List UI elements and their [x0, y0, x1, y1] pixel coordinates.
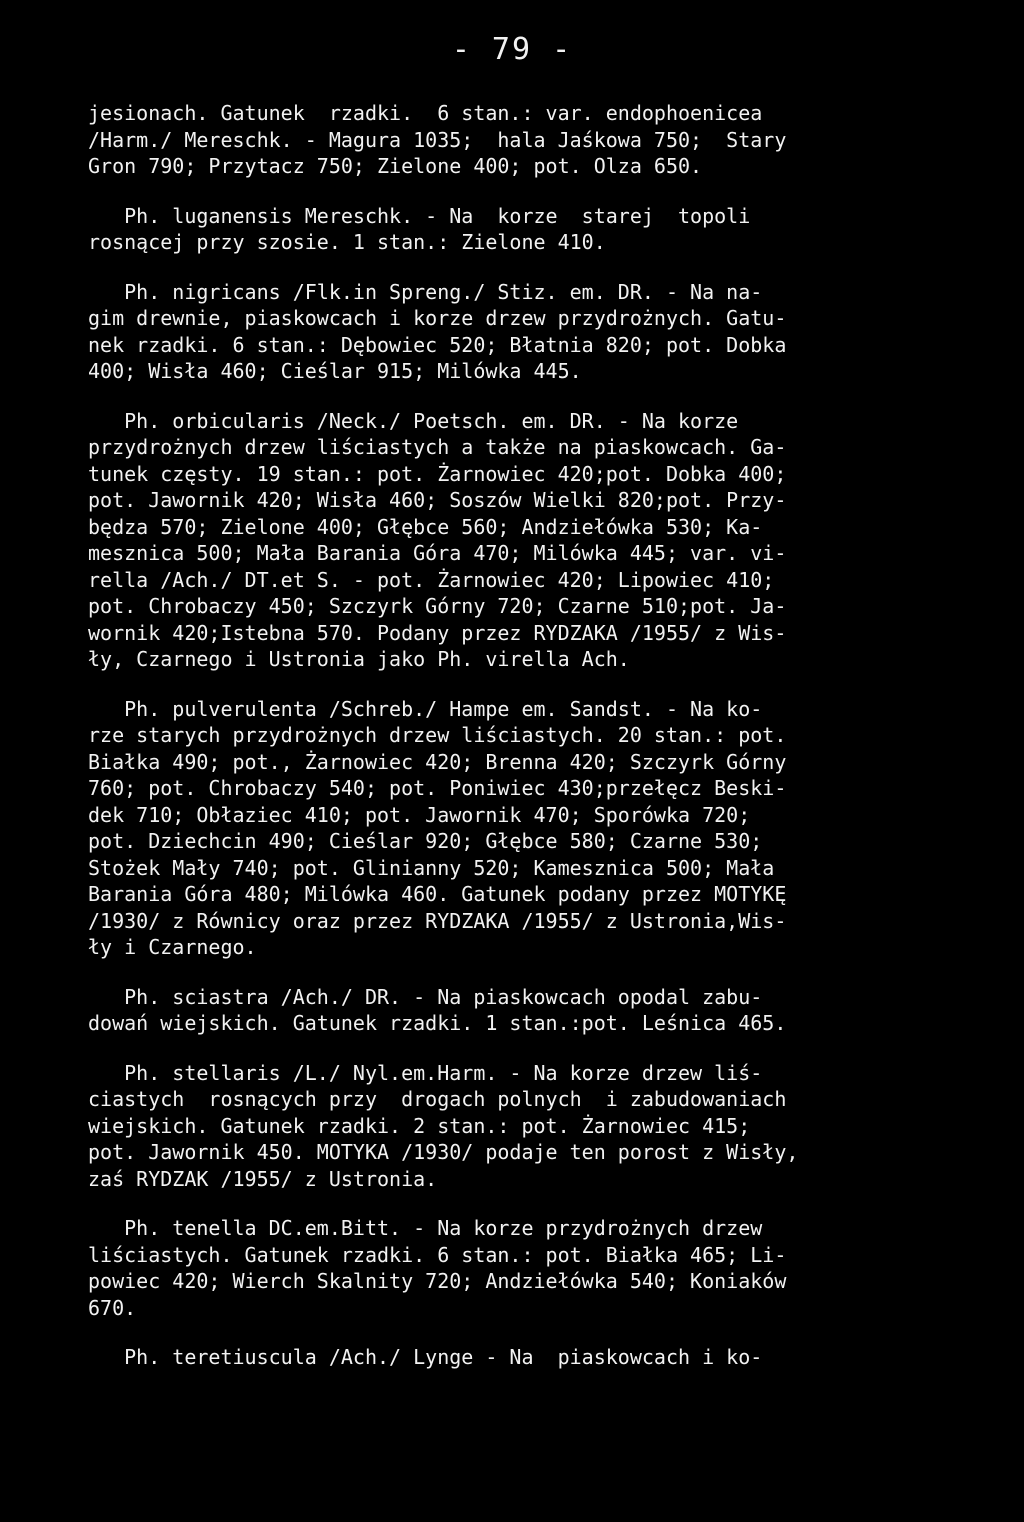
text-line: /Harm./ Mereschk. - Magura 1035; hala Jaśkowa 750; Stary [88, 127, 787, 152]
text-line: przydrożnych drzew liściastych a także na piaskowcach. Ga- [88, 435, 787, 459]
text-line: nek rzadki. 6 stan.: Dębowiec 520; Błatnia 820; pot. Dobka [88, 332, 787, 357]
text-line: Barania Góra 480; Milówka 460. Gatunek podany przez MOTYKĘ [88, 882, 787, 906]
text-line: dowań wiejskich. Gatunek rzadki. 1 stan.:pot. Leśnica 465. [88, 1011, 787, 1035]
document-body [88, 100, 928, 1394]
text-line: Ph. tenella DC.em.Bitt. - Na korze przydrożnych drzew [88, 1216, 763, 1240]
text-line: rze starych przydrożnych drzew liściastych. 20 stan.: pot. [88, 723, 787, 747]
text-line: liściastych. Gatunek rzadki. 6 stan.: pot. Białka 465; Li- [88, 1242, 787, 1267]
text-line: zaś RYDZAK /1955/ z Ustronia. [88, 1166, 438, 1191]
text-line: /1930/ z Równicy oraz przez RYDZAKA /1955/ z Ustronia,Wis- [88, 908, 787, 933]
text-line: powiec 420; Wierch Skalnity 720; Andziełówka 540; Koniaków [88, 1269, 787, 1293]
paragraph-orbicularis [88, 408, 928, 673]
text-line: będza 570; Zielone 400; Głębce 560; Andziełówka 530; Ka- [88, 514, 763, 539]
text-line: ły, Czarnego i Ustronia jako Ph. virella Ach. [88, 647, 630, 671]
text-line: pot. Dziechcin 490; Cieślar 920; Głębce 580; Czarne 530; [88, 829, 763, 853]
paragraph-luganensis [88, 203, 928, 256]
paragraph-teretiuscula [88, 1344, 928, 1371]
text-line: Ph. teretiuscula /Ach./ Lynge - Na piaskowcach i ko- [88, 1345, 763, 1369]
text-line: Ph. sciastra /Ach./ DR. - Na piaskowcach opodal zabu- [88, 984, 763, 1009]
text-line: Ph. pulverulenta /Schreb./ Hampe em. Sandst. - Na ko- [88, 696, 763, 721]
text-line: 670. [88, 1295, 137, 1320]
text-line: Ph. orbicularis /Neck./ Poetsch. em. DR. - Na korze [88, 408, 739, 433]
paragraph-nigricans [88, 279, 928, 385]
text-line: pot. Jawornik 450. MOTYKA /1930/ podaje ten porost z Wisły, [88, 1140, 799, 1164]
text-line: ły i Czarnego. [88, 935, 257, 959]
text-line: rosnącej przy szosie. 1 stan.: Zielone 410. [88, 230, 606, 254]
text-line: jesionach. Gatunek rzadki. 6 stan.: var. endophoenicea [88, 101, 763, 125]
text-line: ciastych rosnących przy drogach polnych i zabudowaniach [88, 1087, 787, 1111]
paragraph-sciastra [88, 984, 928, 1037]
text-line: rella /Ach./ DT.et S. - pot. Żarnowiec 420; Lipowiec 410; [88, 567, 775, 592]
paragraph-tenella [88, 1215, 928, 1321]
paragraph-stellaris [88, 1060, 928, 1193]
text-line: Gron 790; Przytacz 750; Zielone 400; pot. Olza 650. [88, 154, 703, 178]
text-line: dek 710; Obłaziec 410; pot. Jawornik 470; Sporówka 720; [88, 802, 751, 827]
text-line: wiejskich. Gatunek rzadki. 2 stan.: pot. Żarnowiec 415; [88, 1113, 751, 1138]
text-line: Ph. luganensis Mereschk. - Na korze starej topoli [88, 203, 751, 228]
page-number: - 79 - [451, 32, 573, 67]
text-line: Ph. stellaris /L./ Nyl.em.Harm. - Na korze drzew liś- [88, 1060, 763, 1085]
text-line: Stożek Mały 740; pot. Glinianny 520; Kamesznica 500; Mała [88, 855, 775, 880]
text-line: gim drewnie, piaskowcach i korze drzew przydrożnych. Gatu- [88, 306, 787, 330]
paragraph-pulverulenta [88, 696, 928, 961]
text-line: mesznica 500; Mała Barania Góra 470; Milówka 445; var. vi- [88, 541, 787, 565]
text-line: pot. Chrobaczy 450; Szczyrk Górny 720; Czarne 510;pot. Ja- [88, 594, 787, 618]
text-line: wornik 420;Istebna 570. Podany przez RYDZAKA /1955/ z Wis- [88, 620, 787, 645]
paragraph-jesionach [88, 100, 928, 180]
text-line: Białka 490; pot., Żarnowiec 420; Brenna 420; Szczyrk Górny [88, 749, 787, 774]
text-line: 400; Wisła 460; Cieślar 915; Milówka 445. [88, 359, 582, 383]
text-line: tunek częsty. 19 stan.: pot. Żarnowiec 420;pot. Dobka 400; [88, 461, 787, 486]
text-line: Ph. nigricans /Flk.in Spreng./ Stiz. em. DR. - Na na- [88, 279, 763, 304]
text-line: pot. Jawornik 420; Wisła 460; Soszów Wielki 820;pot. Przy- [88, 488, 787, 512]
text-line: 760; pot. Chrobaczy 540; pot. Poniwiec 430;przełęcz Beski- [88, 776, 787, 800]
